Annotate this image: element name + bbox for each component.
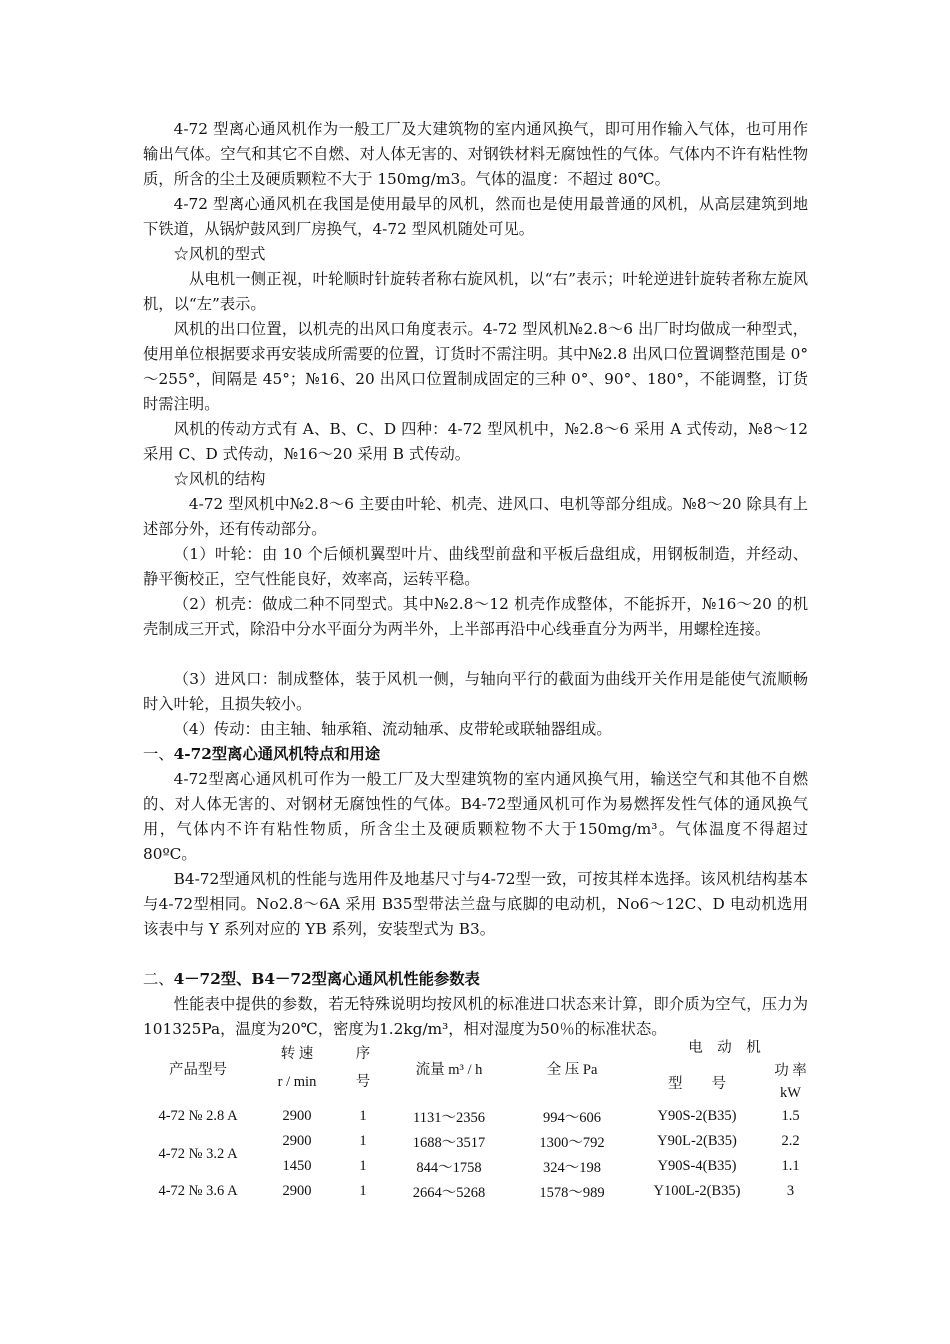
paragraph-outlet-position: 风机的出口位置，以机壳的出风口角度表示。4-72 型风机№2.8～6 出厂时均做成一种型式，使用单位根据要求再安装成所需要的位置，订货时不需注明。其中№2.8 出风口位置调整范围是 0°～255°，间隔是 45°；№16、20 出风口位置制成固定的三种 0°、90°、180°，不能调整，订货时需注明。 xyxy=(143,320,808,413)
section-2-heading xyxy=(143,967,480,992)
table-row xyxy=(143,1179,818,1204)
cell-power: 1.1 xyxy=(781,1158,800,1174)
cell-power: 3 xyxy=(786,1183,795,1199)
section-2-title: 4－72型、B4－72型离心通风机性能参数表 xyxy=(173,970,480,988)
paragraph-impeller: （1）叶轮：由 10 个后倾机翼型叶片、曲线型前盘和平板后盘组成，用钢板制造，并经动、静平衡校正，空气性能良好，效率高，运转平稳。 xyxy=(143,545,808,588)
cell-motor: Y90L-2(B35) xyxy=(657,1133,737,1149)
cell-pressure: 324～198 xyxy=(543,1160,601,1176)
section-1-prefix: 一、 xyxy=(143,745,174,763)
header-flow: 流量 m³ / h xyxy=(415,1061,483,1078)
paragraph-intro: 4-72 型离心通风机作为一般工厂及大建筑物的室内通风换气，即可用作输入气体，也可用作输出气体。空气和其它不自燃、对人体无害的、对钢铁材料无腐蚀性的气体。气体内不许有粘性物质，所含的尘土及硬质颗粒不大于 150mg/m3。气体的温度：不超过 80℃。 xyxy=(143,120,808,188)
paragraph-components: 4-72 型风机中№2.8～6 主要由叶轮、机壳、进风口、电机等部分组成。№8～20 除具有上述部分外，还有传动部分。 xyxy=(143,495,808,538)
cell-speed: 2900 xyxy=(282,1133,312,1149)
cell-pressure: 1578～989 xyxy=(539,1185,605,1201)
cell-seq: 1 xyxy=(359,1108,367,1124)
paragraph-rotation: 从电机一侧正视，叶轮顺时针旋转者称右旋风机，以“右”表示；叶轮逆进针旋转者称左旋风机，以“左”表示。 xyxy=(143,270,808,313)
section-1-title: 4-72型离心通风机特点和用途 xyxy=(173,745,381,763)
cell-model: 4-72 № 3.6 A xyxy=(158,1183,238,1199)
section-1-heading xyxy=(143,742,380,767)
paragraph-casing: （2）机壳：做成二种不同型式。其中№2.8～12 机壳作成整体，不能拆开，№16～20 的机壳制成三开式，除沿中分水平面分为两半外，上半部再沿中心线垂直分为两半，用螺栓连接。 xyxy=(143,595,808,638)
header-seq-b: 号 xyxy=(355,1074,371,1090)
cell-flow: 1131～2356 xyxy=(413,1110,485,1126)
section-1-paragraph-2: B4-72型通风机的性能与选用件及地基尺寸与4-72型一致，可按其样本选择。该风机结构基本与4-72型相同。No2.8～6A 采用 B35型带法兰盘与底脚的电动机，No6～12C、D 电动机选用该表中与 Y 系列对应的 YB 系列，安装型式为 B3。 xyxy=(143,870,808,938)
cell-motor: Y90S-2(B35) xyxy=(657,1108,737,1124)
cell-power: 2.2 xyxy=(781,1133,800,1149)
cell-flow: 1688～3517 xyxy=(412,1135,486,1151)
header-seq-a: 序 xyxy=(355,1046,371,1062)
cell-motor: Y90S-4(B35) xyxy=(657,1158,737,1174)
cell-speed: 2900 xyxy=(282,1108,312,1124)
cell-seq: 1 xyxy=(359,1133,367,1149)
cell-model: 4-72 № 2.8 A xyxy=(158,1108,238,1124)
paragraph-drive-mode: 风机的传动方式有 A、B、C、D 四种：4-72 型风机中，№2.8～6 采用 A 式传动，№8～12 采用 C、D 式传动，№16～20 采用 B 式传动。 xyxy=(143,420,808,463)
heading-fan-structure: ☆风机的结构 xyxy=(173,470,266,488)
header-motor: 电 动 机 xyxy=(688,1039,761,1056)
cell-power: 1.5 xyxy=(781,1108,800,1124)
cell-model: 4-72 № 3.2 A xyxy=(158,1145,238,1162)
cell-pressure: 994～606 xyxy=(543,1110,601,1126)
table-row xyxy=(143,1129,818,1154)
paragraph-transmission: （4）传动：由主轴、轴承箱、流动轴承、皮带轮或联轴器组成。 xyxy=(173,720,612,738)
header-power-unit: kW xyxy=(780,1085,801,1101)
header-power xyxy=(763,1060,818,1104)
section-2-prefix: 二、 xyxy=(143,970,174,988)
cell-flow: 844～1758 xyxy=(416,1160,482,1176)
section-2-paragraph-1: 性能表中提供的参数，若无特殊说明均按风机的标准进口状态来计算，即介质为空气，压力为101325Pa，温度为20℃，密度为1.2kg/m³，相对湿度为50％的标准状态。 xyxy=(143,995,808,1038)
cell-flow: 2664～5268 xyxy=(412,1185,486,1201)
header-speed-label: 转 速 xyxy=(280,1046,314,1062)
paragraph-history: 4-72 型离心通风机在我国是使用最早的风机，然而也是使用最普通的风机，从高层建筑到地下铁道，从锅炉鼓风到厂房换气，4-72 型风机随处可见。 xyxy=(143,195,808,238)
cell-pressure: 1300～792 xyxy=(539,1135,605,1151)
heading-fan-type: ☆风机的型式 xyxy=(173,245,266,263)
header-speed xyxy=(253,1032,341,1104)
cell-seq: 1 xyxy=(359,1158,367,1174)
performance-table xyxy=(143,1032,818,1204)
header-speed-unit: r / min xyxy=(277,1074,317,1090)
cell-seq: 1 xyxy=(359,1183,367,1199)
cell-motor: Y100L-2(B35) xyxy=(653,1183,741,1199)
header-seq xyxy=(341,1032,385,1104)
cell-speed: 1450 xyxy=(282,1158,312,1174)
cell-speed: 2900 xyxy=(282,1183,312,1199)
paragraph-inlet: （3）进风口：制成整体，装于风机一侧，与轴向平行的截面为曲线开关作用是能使气流顺畅时入叶轮，且损失较小。 xyxy=(143,670,808,713)
header-pressure: 全 压 Pa xyxy=(546,1061,598,1078)
section-1-paragraph-1: 4-72型离心通风机可作为一般工厂及大型建筑物的室内通风换气用，输送空气和其他不自燃的、对人体无害的、对钢材无腐蚀性的气体。B4-72型通风机可作为易燃挥发性气体的通风换气用，气体内不许有粘性物质，所含尘土及硬质颗粒物不大于150mg/m³。气体温度不得超过80ºC。 xyxy=(143,770,808,863)
header-motor-type: 型 号 xyxy=(668,1075,726,1092)
header-power-label: 功 率 xyxy=(774,1063,807,1079)
header-model: 产品型号 xyxy=(169,1061,227,1078)
table-row xyxy=(143,1104,818,1129)
